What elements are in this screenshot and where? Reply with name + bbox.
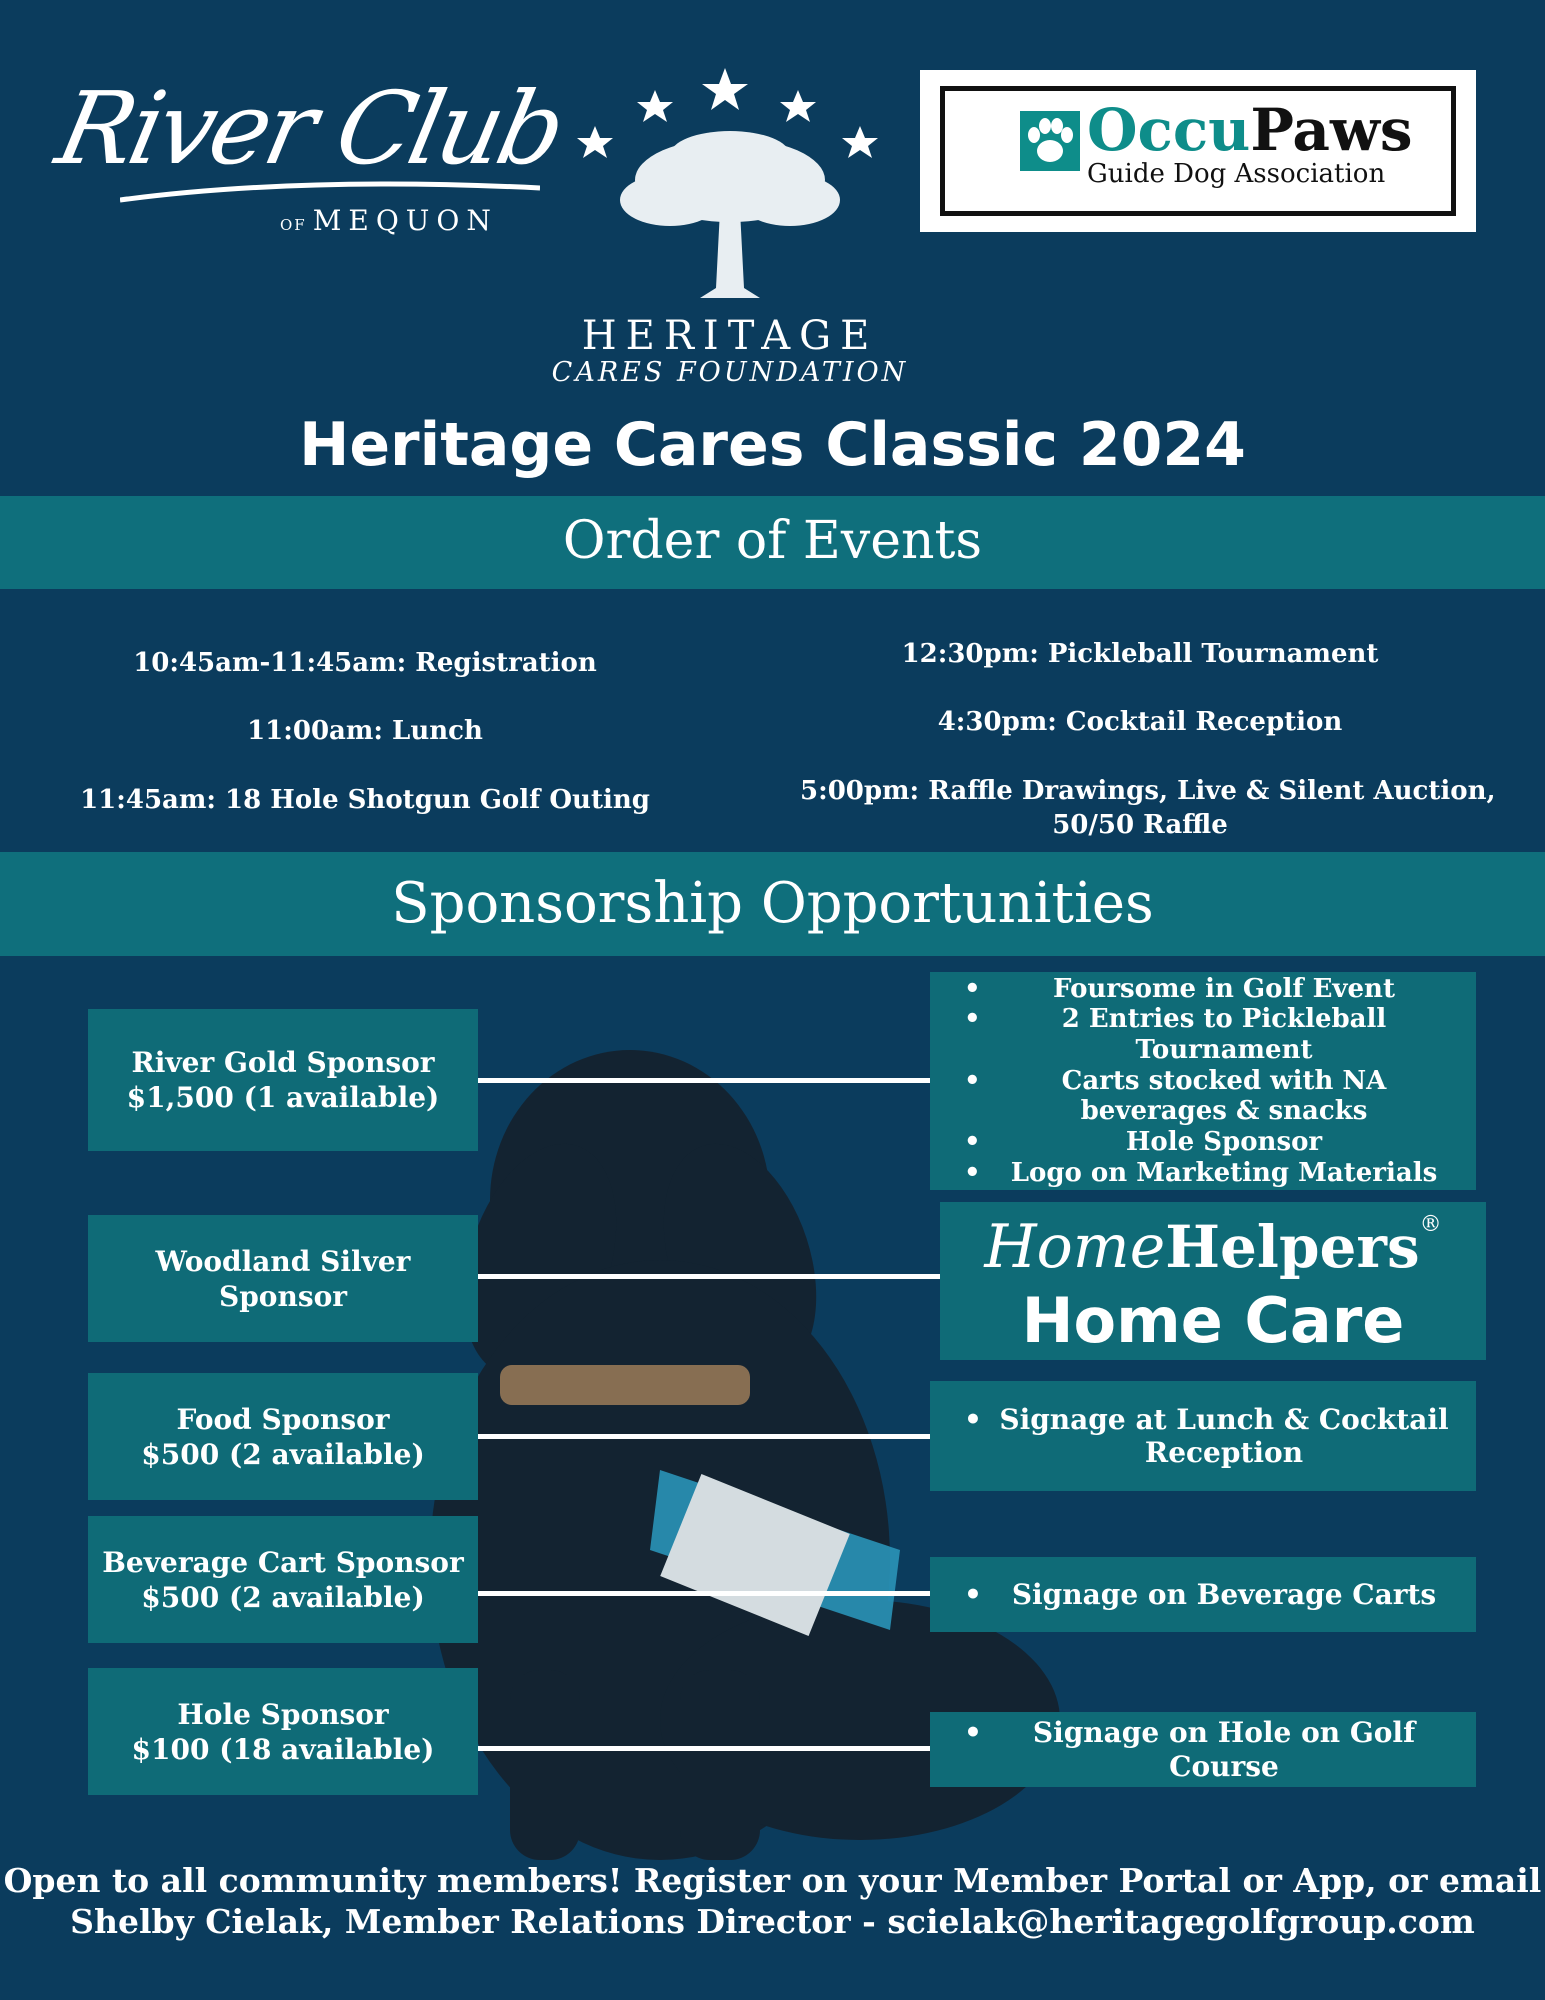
- benefit-item: • Hole Sponsor: [950, 1127, 1456, 1158]
- paw-icon: [1020, 111, 1080, 171]
- sponsor-price: $500 (2 available): [141, 1437, 425, 1471]
- sponsor-box-hole: [88, 1668, 478, 1795]
- sponsor-price: $100 (18 available): [131, 1732, 435, 1766]
- benefits-river-gold: [930, 972, 1476, 1190]
- connector-line: [478, 1591, 930, 1596]
- tree-icon: [550, 60, 910, 310]
- benefit-item: • Signage on Hole on Golf Course: [950, 1716, 1456, 1782]
- heritage-subtitle: CARES FOUNDATION: [551, 357, 909, 388]
- benefit-item: • Signage on Beverage Carts: [950, 1578, 1456, 1611]
- sponsor-name: Hole Sponsor: [177, 1697, 389, 1731]
- sponsor-box-woodland-silver: [88, 1215, 478, 1342]
- sponsor-box-beverage-cart: [88, 1516, 478, 1643]
- sponsor-name: River Gold Sponsor: [131, 1046, 435, 1079]
- benefits-hole: [930, 1712, 1476, 1787]
- sponsor-name: Woodland Silver Sponsor: [155, 1244, 411, 1313]
- sponsor-price: $1,500 (1 available): [126, 1081, 440, 1114]
- sponsor-box-river-gold: [88, 1009, 478, 1151]
- sponsor-heading: Sponsorship Opportunities: [0, 852, 1545, 956]
- sponsor-name: Food Sponsor: [176, 1402, 390, 1436]
- events-heading: Order of Events: [0, 496, 1545, 589]
- occupaws-logo: [920, 70, 1476, 232]
- home-helpers-logo: [940, 1202, 1486, 1360]
- connector-line: [478, 1434, 930, 1439]
- sponsor-box-food: [88, 1373, 478, 1500]
- heritage-name: HERITAGE: [581, 313, 879, 359]
- benefit-item: • Foursome in Golf Event: [950, 974, 1456, 1005]
- benefit-item: • Logo on Marketing Materials: [950, 1158, 1456, 1189]
- benefit-item: • 2 Entries to Pickleball Tournament: [950, 1004, 1456, 1065]
- event-item: 11:00am: Lunch: [247, 716, 483, 746]
- sponsor-name: Beverage Cart Sponsor: [102, 1545, 464, 1579]
- heritage-cares-logo: [550, 60, 910, 400]
- event-item: 11:45am: 18 Hole Shotgun Golf Outing: [80, 785, 650, 815]
- connector-line: [478, 1078, 930, 1083]
- event-item: 4:30pm: Cocktail Reception: [937, 707, 1343, 737]
- occupaws-wordmark: OccuPaws: [1087, 96, 1413, 164]
- event-item: 5:00pm: Raffle Drawings, Live & Silent Auction,: [800, 776, 1496, 806]
- occupaws-tagline: Guide Dog Association: [1087, 159, 1386, 189]
- page-title: Heritage Cares Classic 2024: [299, 410, 1246, 480]
- connector-line: [478, 1274, 940, 1279]
- home-helpers-line2: Home Care: [1021, 1284, 1405, 1357]
- river-club-logo: [47, 70, 572, 240]
- river-club-subtitle: OF MEQUON: [280, 204, 498, 237]
- river-club-script: River Club: [47, 70, 572, 187]
- event-item: 50/50 Raffle: [1052, 810, 1228, 840]
- footer-contact: Shelby Cielak, Member Relations Director - scielak@heritagegolfgroup.com: [70, 1902, 1475, 1942]
- registration-footer: [0, 1860, 1545, 1943]
- benefits-beverage-cart: [930, 1557, 1476, 1632]
- benefit-item: • Carts stocked with NA beverages & snacks: [950, 1066, 1456, 1127]
- home-helpers-wordmark: HomeHelpers®: [984, 1212, 1442, 1282]
- benefits-food: [930, 1381, 1476, 1491]
- footer-line: Open to all community members! Register on your Member Portal or App, or email: [3, 1861, 1542, 1900]
- connector-line: [478, 1746, 930, 1751]
- occupaws-frame: [940, 86, 1456, 216]
- sponsor-price: $500 (2 available): [141, 1580, 425, 1614]
- event-item: 10:45am-11:45am: Registration: [133, 648, 597, 678]
- event-item: 12:30pm: Pickleball Tournament: [901, 639, 1379, 669]
- benefit-item: • Signage at Lunch & Cocktail Reception: [950, 1403, 1456, 1469]
